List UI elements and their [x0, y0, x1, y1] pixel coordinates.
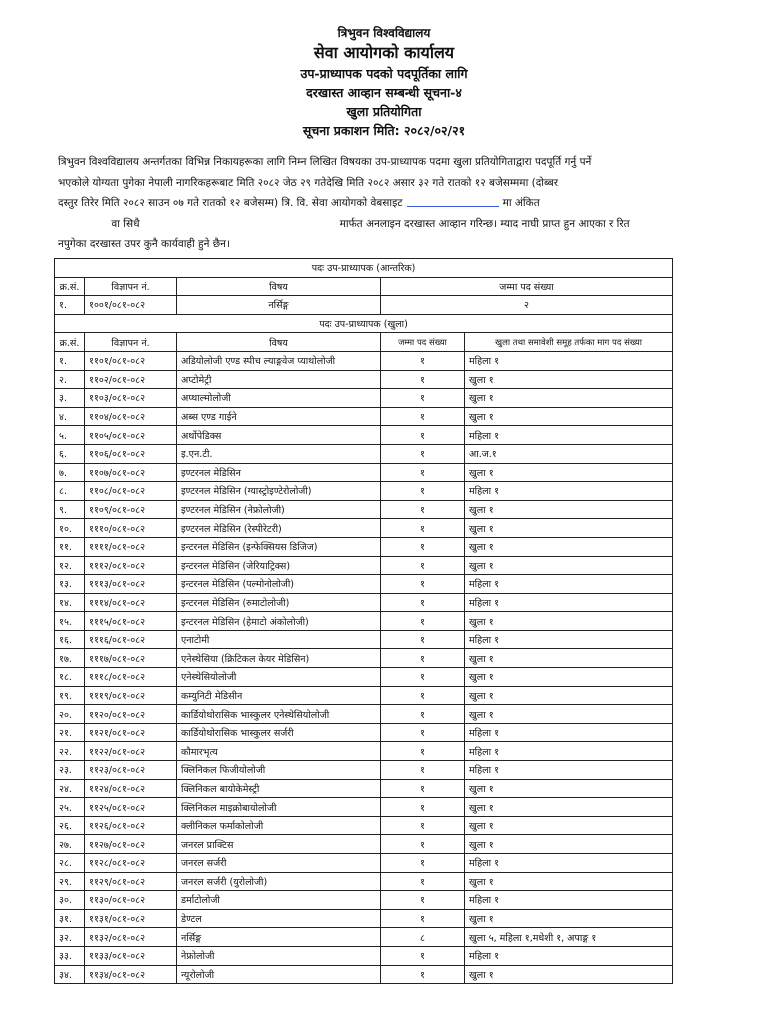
- cell-total: १: [381, 742, 465, 761]
- table-row: [55, 630, 673, 649]
- table-row: [55, 593, 673, 612]
- cell-adv: १११८/०८१-०८२: [85, 668, 177, 687]
- notice-purpose: उप-प्राध्यापक पदको पदपूर्तिका लागि: [300, 66, 468, 81]
- cell-split: महिला १: [465, 854, 673, 873]
- cell-split: खुला ५, महिला १,मधेशी १, अपाङ्ग १: [465, 928, 673, 947]
- internal-section-title-row: [55, 259, 673, 278]
- cell-subject: अप्टोमेट्री: [177, 370, 381, 389]
- cell-split: खुला १: [465, 965, 673, 984]
- cell-sn: २२.: [55, 742, 85, 761]
- cell-subject: कार्डियोथोरासिक भास्कुलर एनेस्थेसियोलोजी: [177, 705, 381, 724]
- table-row: [55, 798, 673, 817]
- competition-type: खुला प्रतियोगिता: [346, 104, 422, 119]
- col-header-sn: क्र.सं.: [55, 277, 85, 296]
- cell-subject: क्लिनिकल फिजीयोलोजी: [177, 761, 381, 780]
- cell-sn: १६.: [55, 630, 85, 649]
- cell-adv: ११०४/०८१-०८२: [85, 407, 177, 426]
- cell-total: १: [381, 705, 465, 724]
- cell-split: खुला १: [465, 649, 673, 668]
- table-row: [55, 612, 673, 631]
- cell-total: १: [381, 444, 465, 463]
- cell-split: खुला १: [465, 519, 673, 538]
- cell-adv: १११५/०८१-०८२: [85, 612, 177, 631]
- table-row: [55, 779, 673, 798]
- intro-paragraph: [58, 152, 670, 255]
- cell-sn: ३४.: [55, 965, 85, 984]
- cell-adv: ११२९/०८१-०८२: [85, 872, 177, 891]
- cell-total: १: [381, 593, 465, 612]
- col-header-subject: विषय: [177, 277, 381, 296]
- cell-sn: ३०.: [55, 891, 85, 910]
- table-row: [55, 872, 673, 891]
- cell-split: महिला १: [465, 426, 673, 445]
- cell-total: १: [381, 872, 465, 891]
- cell-total: १: [381, 389, 465, 408]
- cell-adv: १११४/०८१-०८२: [85, 593, 177, 612]
- cell-subject: कम्युनिटी मेडिसीन: [177, 686, 381, 705]
- cell-sn: ६.: [55, 444, 85, 463]
- cell-split: महिला १: [465, 946, 673, 965]
- open-header-row: [55, 333, 673, 352]
- cell-adv: १११३/०८१-०८२: [85, 575, 177, 594]
- cell-sn: २१.: [55, 723, 85, 742]
- cell-total: १: [381, 370, 465, 389]
- cell-split: महिला १: [465, 351, 673, 370]
- cell-subject: अप्थाल्मोलोजी: [177, 389, 381, 408]
- internal-section-title: पदः उप-प्राध्यापक (आन्तरिक): [55, 259, 673, 278]
- website-link-blank[interactable]: [407, 195, 499, 207]
- cell-split: महिला १: [465, 593, 673, 612]
- cell-adv: ११३१/०८१-०८२: [85, 909, 177, 928]
- cell-sn: १५.: [55, 612, 85, 631]
- cell-total: १: [381, 835, 465, 854]
- cell-split: खुला १: [465, 537, 673, 556]
- cell-adv: ११२६/०८१-०८२: [85, 816, 177, 835]
- cell-sn: १९.: [55, 686, 85, 705]
- cell-split: खुला १: [465, 500, 673, 519]
- cell-subject: इण्टरनल मेडिसिन (ग्यास्ट्रोइण्टेरोलोजी): [177, 482, 381, 501]
- cell-subject: अडियोलोजी एण्ड स्पीच ल्याङ्गवेज प्याथोलोजी: [177, 351, 381, 370]
- table-row: [55, 909, 673, 928]
- cell-adv: ११२१/०८१-०८२: [85, 723, 177, 742]
- cell-subject: इन्टरनल मेडिसिन (रुमाटोलोजी): [177, 593, 381, 612]
- table-row: [55, 668, 673, 687]
- cell-adv: ११२८/०८१-०८२: [85, 854, 177, 873]
- cell-total: १: [381, 556, 465, 575]
- cell-split: खुला १: [465, 463, 673, 482]
- office-name: सेवा आयोगको कार्यालय: [313, 43, 455, 62]
- cell-sn: १४.: [55, 593, 85, 612]
- cell-sn: ३१.: [55, 909, 85, 928]
- cell-subject: अर्थोपेडिक्स: [177, 426, 381, 445]
- cell-split: महिला १: [465, 761, 673, 780]
- cell-subject: इण्टरनल मेडिसिन (नेफ्रोलोजी): [177, 500, 381, 519]
- cell-adv: १११०/०८१-०८२: [85, 519, 177, 538]
- table-row: [55, 928, 673, 947]
- cell-sn: १८.: [55, 668, 85, 687]
- cell-adv: ११३२/०८१-०८२: [85, 928, 177, 947]
- cell-adv: ११०६/०८१-०८२: [85, 444, 177, 463]
- cell-adv: ११०२/०८१-०८२: [85, 370, 177, 389]
- intro-line: नपुगेका दरखास्त उपर कुनै कार्यवाही हुने छैन।: [58, 238, 230, 250]
- col-header-total: जम्मा पद संख्या: [381, 333, 465, 352]
- cell-total: १: [381, 668, 465, 687]
- cell-adv: १००१/०८१-०८२: [85, 296, 177, 315]
- cell-subject: इण्टरनल मेडिसिन (रेस्पीरेटरी): [177, 519, 381, 538]
- intro-line: भएकोले योग्यता पुगेका नेपाली नागरिकहरूबाट मिति २०८२ जेठ २९ गतेदेखि मिति २०८२ असार ३२ गते रातको १२ बजेसम्ममा (दोब्बर: [58, 176, 559, 189]
- cell-total: १: [381, 351, 465, 370]
- intro-line: त्रिभुवन विश्वविद्यालय अन्तर्गतका विभिन्न निकायहरूका लागि निम्न लिखित विषयका उप-प्राध्यापक पदमा खुला प्रतियोगिताद्वारा पदपूर्ति गर्नु पर्ने: [58, 156, 592, 168]
- cell-total: १: [381, 816, 465, 835]
- cell-adv: १११९/०८१-०८२: [85, 686, 177, 705]
- cell-sn: १.: [55, 296, 85, 315]
- open-section-title: पदः उप-प्राध्यापक (खुला): [55, 314, 673, 333]
- cell-split: खुला १: [465, 835, 673, 854]
- table-row: [55, 742, 673, 761]
- cell-split: खुला १: [465, 556, 673, 575]
- cell-split: महिला १: [465, 630, 673, 649]
- cell-subject: इन्टरनल मेडिसिन (हेमाटो अंकोलोजी): [177, 612, 381, 631]
- cell-sn: २९.: [55, 872, 85, 891]
- cell-split: महिला १: [465, 891, 673, 910]
- university-name: त्रिभुवन विश्वविद्यालय: [337, 26, 431, 40]
- cell-split: खुला १: [465, 872, 673, 891]
- col-header-adv: विज्ञापन नं.: [85, 333, 177, 352]
- cell-subject: इ.एन.टी.: [177, 444, 381, 463]
- cell-adv: ११०८/०८१-०८२: [85, 482, 177, 501]
- cell-sn: २४.: [55, 779, 85, 798]
- cell-adv: ११०५/०८१-०८२: [85, 426, 177, 445]
- col-header-subject: विषय: [177, 333, 381, 352]
- cell-total: १: [381, 426, 465, 445]
- cell-total: १: [381, 519, 465, 538]
- cell-total: १: [381, 723, 465, 742]
- cell-adv: ११२७/०८१-०८२: [85, 835, 177, 854]
- cell-split: खुला १: [465, 779, 673, 798]
- table-row: [55, 500, 673, 519]
- cell-subject: नेफ्रोलोजी: [177, 946, 381, 965]
- cell-split: खुला १: [465, 370, 673, 389]
- positions-table: [54, 258, 673, 984]
- cell-total: १: [381, 537, 465, 556]
- cell-split: आ.ज.१: [465, 444, 673, 463]
- cell-adv: ११२०/०८१-०८२: [85, 705, 177, 724]
- cell-split: खुला १: [465, 705, 673, 724]
- intro-text: दस्तुर तिरेर मिति २०८२ साउन ०७ गते रातको १२ बजेसम्म) त्रि. वि. सेवा आयोगको वेबसाइट: [58, 197, 403, 209]
- cell-subject: एनेस्थेसियोलोजी: [177, 668, 381, 687]
- cell-total: १: [381, 482, 465, 501]
- table-row: [55, 649, 673, 668]
- table-row: [55, 705, 673, 724]
- cell-sn: ३२.: [55, 928, 85, 947]
- cell-split: खुला १: [465, 798, 673, 817]
- cell-split: महिला १: [465, 742, 673, 761]
- cell-sn: ९.: [55, 500, 85, 519]
- intro-line: [58, 214, 670, 235]
- table-row: [55, 351, 673, 370]
- cell-sn: २७.: [55, 835, 85, 854]
- cell-subject: कौमारभृत्य: [177, 742, 381, 761]
- table-row: [55, 463, 673, 482]
- cell-total: १: [381, 463, 465, 482]
- cell-sn: २८.: [55, 854, 85, 873]
- cell-sn: १.: [55, 351, 85, 370]
- cell-subject: इन्टरनल मेडिसिन (इन्फेक्सियस डिजिज): [177, 537, 381, 556]
- cell-total: ८: [381, 928, 465, 947]
- intro-text: वा सिधै: [111, 217, 140, 230]
- cell-adv: ११०३/०८१-०८२: [85, 389, 177, 408]
- cell-adv: ११३३/०८१-०८२: [85, 946, 177, 965]
- cell-sn: २.: [55, 370, 85, 389]
- publish-date: सूचना प्रकाशन मिति: २०८२/०२/२१: [302, 123, 466, 138]
- table-row: [55, 835, 673, 854]
- internal-header-row: [55, 277, 673, 296]
- cell-subject: जनरल प्राक्टिस: [177, 835, 381, 854]
- cell-subject: क्लीनिकल फर्माकोलोजी: [177, 816, 381, 835]
- cell-split: खुला १: [465, 686, 673, 705]
- col-header-total: जम्मा पद संख्या: [381, 277, 673, 296]
- cell-adv: ११२२/०८१-०८२: [85, 742, 177, 761]
- table-row: [55, 426, 673, 445]
- cell-total: १: [381, 612, 465, 631]
- cell-sn: ३.: [55, 389, 85, 408]
- cell-subject: एनेस्थेसिया (क्रिटिकल केयर मेडिसिन): [177, 649, 381, 668]
- open-section-title-row: [55, 314, 673, 333]
- cell-total: १: [381, 630, 465, 649]
- cell-subject: जनरल सर्जरी (युरोलोजी): [177, 872, 381, 891]
- cell-split: महिला १: [465, 723, 673, 742]
- cell-adv: ११२५/०८१-०८२: [85, 798, 177, 817]
- intro-text: मार्फत अनलाइन दरखास्त आव्हान गरिन्छ। म्याद नाघी प्राप्त हुन आएका र रित: [339, 217, 630, 230]
- cell-subject: डर्माटोलोजी: [177, 891, 381, 910]
- cell-sn: १७.: [55, 649, 85, 668]
- cell-adv: ११०९/०८१-०८२: [85, 500, 177, 519]
- cell-subject: नर्सिङ्ग: [177, 928, 381, 947]
- cell-total: १: [381, 891, 465, 910]
- notice-title: दरखास्त आव्हान सम्बन्धी सूचना-४: [306, 85, 462, 100]
- cell-total: १: [381, 909, 465, 928]
- table-row: [55, 482, 673, 501]
- intro-line: [58, 193, 670, 214]
- cell-adv: १११२/०८१-०८२: [85, 556, 177, 575]
- cell-subject: न्यूरोलोजी: [177, 965, 381, 984]
- cell-sn: २६.: [55, 816, 85, 835]
- cell-split: खुला १: [465, 816, 673, 835]
- cell-split: महिला १: [465, 575, 673, 594]
- cell-subject: डेण्टल: [177, 909, 381, 928]
- cell-total: १: [381, 854, 465, 873]
- cell-sn: ११.: [55, 537, 85, 556]
- cell-subject: एनाटोमी: [177, 630, 381, 649]
- table-row: [55, 816, 673, 835]
- table-row: [55, 537, 673, 556]
- cell-subject: इन्टरनल मेडिसिन (पल्मोनोलोजी): [177, 575, 381, 594]
- cell-subject: इण्टरनल मेडिसिन: [177, 463, 381, 482]
- cell-total: १: [381, 779, 465, 798]
- cell-split: महिला १: [465, 482, 673, 501]
- cell-subject: कार्डियोथोरासिक भास्कुलर सर्जरी: [177, 723, 381, 742]
- cell-adv: ११३४/०८१-०८२: [85, 965, 177, 984]
- cell-adv: १११७/०८१-०८२: [85, 649, 177, 668]
- cell-adv: १११६/०८१-०८२: [85, 630, 177, 649]
- intro-text: मा अंकित: [502, 197, 540, 209]
- cell-sn: १०.: [55, 519, 85, 538]
- notice-header: [0, 24, 768, 140]
- table-row: [55, 891, 673, 910]
- table-row: [55, 296, 673, 315]
- table-row: [55, 686, 673, 705]
- cell-split: खुला १: [465, 612, 673, 631]
- col-header-split: खुला तथा समावेशी समूह तर्फका माग पद संख्या: [465, 333, 673, 352]
- cell-total: १: [381, 407, 465, 426]
- cell-adv: ११२३/०८१-०८२: [85, 761, 177, 780]
- table-row: [55, 389, 673, 408]
- table-row: [55, 965, 673, 984]
- cell-total: १: [381, 798, 465, 817]
- table-row: [55, 854, 673, 873]
- cell-total: १: [381, 500, 465, 519]
- cell-adv: ११०१/०८१-०८२: [85, 351, 177, 370]
- cell-sn: २०.: [55, 705, 85, 724]
- cell-split: खुला १: [465, 668, 673, 687]
- table-row: [55, 946, 673, 965]
- cell-adv: ११२४/०८१-०८२: [85, 779, 177, 798]
- cell-adv: ११३०/०८१-०८२: [85, 891, 177, 910]
- cell-sn: ५.: [55, 426, 85, 445]
- col-header-sn: क्र.सं.: [55, 333, 85, 352]
- cell-sn: १२.: [55, 556, 85, 575]
- cell-adv: ११११/०८१-०८२: [85, 537, 177, 556]
- table-row: [55, 575, 673, 594]
- cell-subject: इन्टरनल मेडिसिन (जेरियाट्रिक्स): [177, 556, 381, 575]
- cell-subject: क्लिनिकल माइक्रोबायोलोजी: [177, 798, 381, 817]
- cell-sn: ४.: [55, 407, 85, 426]
- table-row: [55, 370, 673, 389]
- cell-total: २: [381, 296, 673, 315]
- cell-split: खुला १: [465, 407, 673, 426]
- cell-total: १: [381, 946, 465, 965]
- cell-subject: जनरल सर्जरी: [177, 854, 381, 873]
- cell-total: १: [381, 686, 465, 705]
- cell-split: खुला १: [465, 389, 673, 408]
- cell-sn: २३.: [55, 761, 85, 780]
- cell-total: १: [381, 575, 465, 594]
- cell-subject: नर्सिङ्ग: [177, 296, 381, 315]
- table-row: [55, 723, 673, 742]
- table-row: [55, 556, 673, 575]
- cell-total: १: [381, 649, 465, 668]
- cell-sn: ८.: [55, 482, 85, 501]
- cell-sn: १३.: [55, 575, 85, 594]
- cell-adv: ११०७/०८१-०८२: [85, 463, 177, 482]
- table-row: [55, 761, 673, 780]
- cell-split: खुला १: [465, 909, 673, 928]
- cell-subject: क्लिनिकल बायोकेमेस्ट्री: [177, 779, 381, 798]
- cell-sn: ३३.: [55, 946, 85, 965]
- table-row: [55, 444, 673, 463]
- cell-sn: ७.: [55, 463, 85, 482]
- cell-sn: २५.: [55, 798, 85, 817]
- cell-subject: अब्स एण्ड गाईने: [177, 407, 381, 426]
- cell-total: १: [381, 965, 465, 984]
- cell-total: १: [381, 761, 465, 780]
- col-header-adv: विज्ञापन नं.: [85, 277, 177, 296]
- table-row: [55, 407, 673, 426]
- table-row: [55, 519, 673, 538]
